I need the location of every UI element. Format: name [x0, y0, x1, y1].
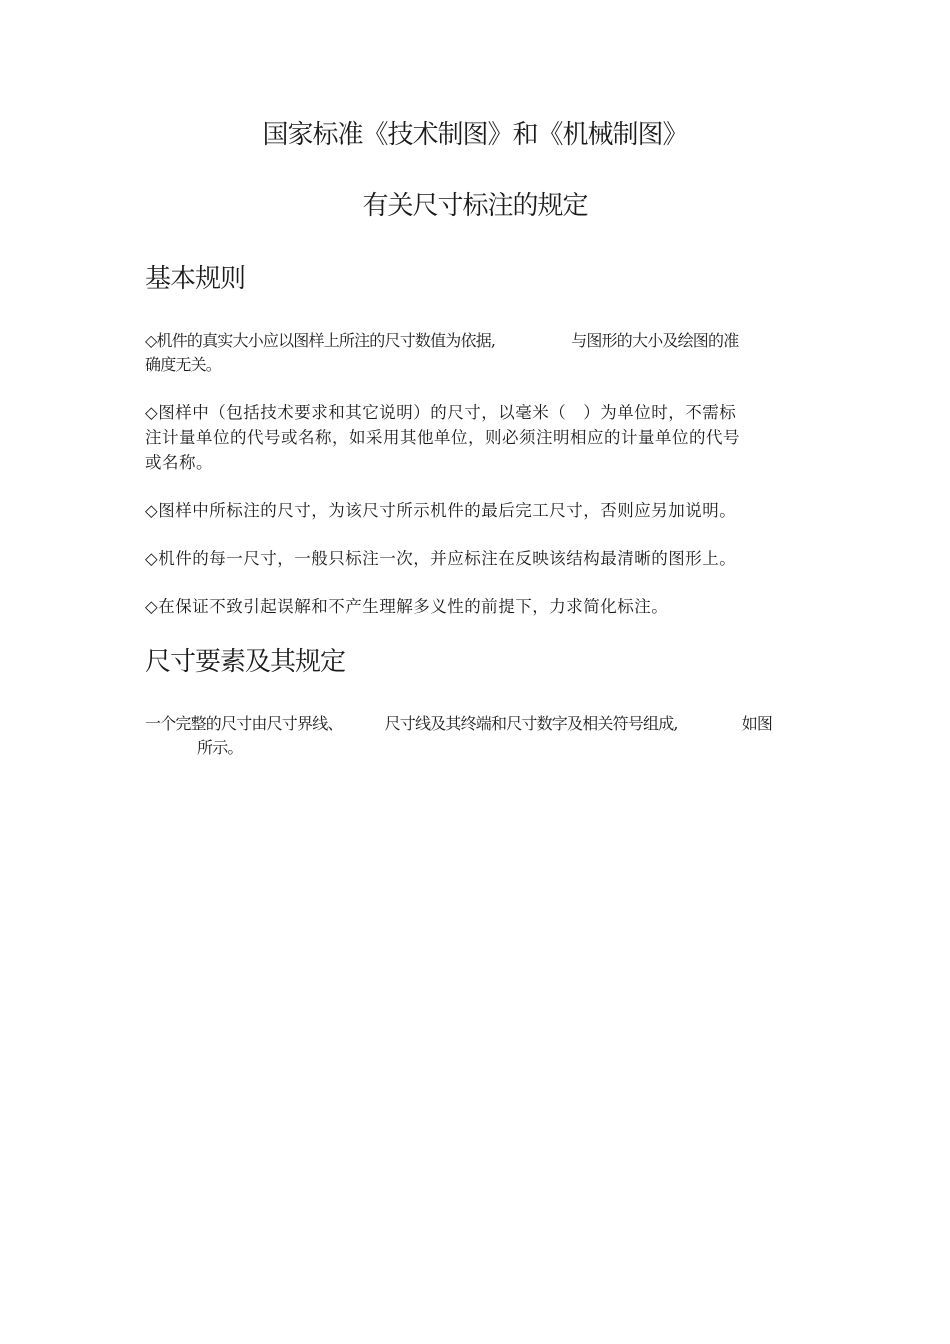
rule-item-1-part2: 与图形的大小及绘图的准 [571, 331, 739, 350]
dimension-paragraph-part3: 如图 [741, 714, 773, 733]
dimension-elements-paragraph [145, 712, 810, 760]
rule-item-1-line1 [145, 329, 810, 353]
rule-item-1-part3: 确度无关。 [145, 355, 222, 374]
document-title-line2: 有关尺寸标注的规定 [362, 191, 588, 221]
dimension-paragraph-part2: 尺寸线及其终端和尺寸数字及相关符号组成, [384, 714, 678, 733]
document-title-line1: 国家标准《技术制图》和《机械制图》 [262, 120, 688, 150]
rule-item-2 [145, 400, 810, 475]
rule-item-2-line2: 注计量单位的代号或名称，如采用其他单位，则必须注明相应的计量单位的代号 [145, 428, 740, 447]
section-heading-basic-rules: 基本规则 [145, 264, 246, 294]
dimension-paragraph-part4: 所示。 [197, 738, 243, 757]
rule-item-4 [145, 546, 810, 571]
rule-item-1 [145, 329, 810, 377]
rule-item-4-line1: ◇机件的每一尺寸，一般只标注一次，并应标注在反映该结构最清晰的图形上。 [145, 549, 737, 568]
rule-item-3-line1: ◇图样中所标注的尺寸，为该尺寸所示机件的最后完工尺寸，否则应另加说明。 [145, 501, 737, 520]
rule-item-5 [145, 594, 810, 619]
dimension-paragraph-line1 [145, 712, 810, 736]
rule-item-1-part1: ◇机件的真实大小应以图样上所注的尺寸数值为依据, [145, 331, 496, 350]
rule-item-5-line1: ◇在保证不致引起误解和不产生理解多义性的前提下，力求简化标注。 [145, 597, 669, 616]
rule-item-3 [145, 498, 810, 523]
rule-item-2-line1: ◇图样中（包括技术要求和其它说明）的尺寸，以毫米（ ）为单位时，不需标 [145, 403, 737, 422]
section-heading-dimension-elements: 尺寸要素及其规定 [145, 647, 346, 677]
rule-item-2-line3: 或名称。 [145, 453, 213, 472]
dimension-paragraph-part1: 一个完整的尺寸由尺寸界线、 [145, 714, 343, 733]
